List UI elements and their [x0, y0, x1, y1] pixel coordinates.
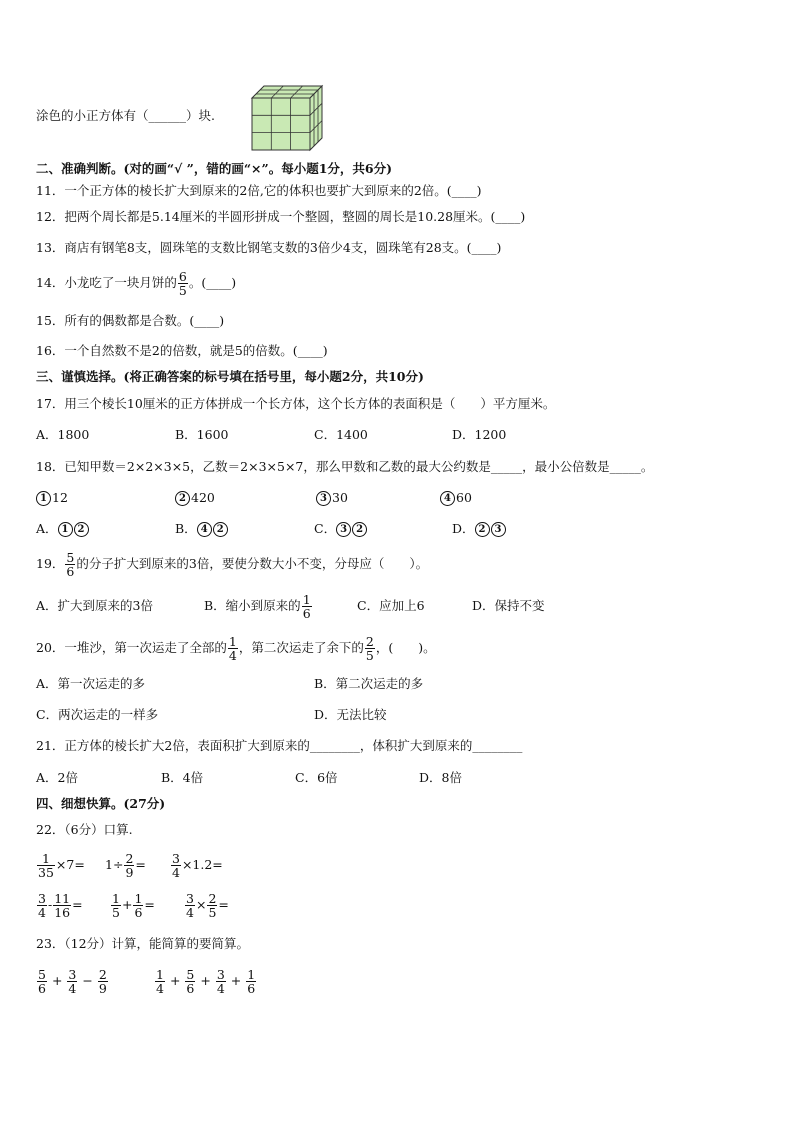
q18-item-1: 1 12 — [36, 490, 68, 506]
question-13: 13．商店有钢笔8支，圆珠笔的支数比钢笔支数的3倍少4支，圆珠笔有28支。(____) — [36, 240, 502, 255]
q19-option-a[interactable]: A．扩大到原来的3倍 — [36, 598, 153, 613]
fraction-1-4: $\frac{1}{4}$ — [228, 634, 237, 663]
q21-option-b[interactable]: B．4倍 — [161, 770, 204, 785]
q19-option-d[interactable]: D．保持不变 — [472, 598, 545, 613]
cube-answer-blank[interactable]: ______ — [148, 108, 187, 123]
q18-option-a[interactable]: A． 1 2 — [36, 521, 90, 537]
question-17: 17．用三个棱长10厘米的正方体拼成一个长方体，这个长方体的表面积是（ ）平方厘米。 — [36, 396, 556, 411]
oral-expr-3: $\frac{3}{4}$ ×1.2= — [172, 851, 223, 880]
q19-option-c[interactable]: C．应加上6 — [357, 598, 425, 613]
cube-figure — [250, 84, 328, 154]
question-11: 11．一个正方体的棱长扩大到原来的2倍,它的体积也要扩大到原来的2倍。(____) — [36, 183, 482, 198]
q17-option-b[interactable]: B．1600 — [175, 427, 229, 442]
q17-option-d[interactable]: D．1200 — [452, 427, 507, 442]
fraction-5-6: $\frac{5}{6}$ — [66, 550, 75, 579]
question-18: 18．已知甲数＝2×2×3×5，乙数＝2×3×5×7，那么甲数和乙数的最大公约数是_____，最小公倍数是_____。 — [36, 459, 654, 474]
fraction-6-5: $\frac{6}{5}$ — [178, 269, 187, 298]
q18-item-3: 3 30 — [316, 490, 348, 506]
fraction-2-5: $\frac{2}{5}$ — [365, 634, 374, 663]
cube-question — [36, 108, 215, 124]
cube-question-end: ）块. — [186, 108, 215, 123]
q18-item-2: 2 420 — [175, 490, 215, 506]
q20-option-a[interactable]: A．第一次运走的多 — [36, 676, 146, 691]
q18-option-c[interactable]: C． 3 2 — [314, 521, 368, 537]
oral-expr-1: $\frac{1}{35}$ ×7= — [38, 851, 85, 880]
question-12: 12．把两个周长都是5.14厘米的半圆形拼成一个整圆，整圆的周长是10.28厘米。(____) — [36, 209, 526, 224]
fraction-1-6: $\frac{1}{6}$ — [302, 592, 311, 621]
calc-expr-2: $\frac{1}{4}$ + $\frac{5}{6}$ + $\frac{3}{4}$ + $\frac{1}{6}$ — [156, 967, 256, 996]
q20-option-b[interactable]: B．第二次运走的多 — [314, 676, 424, 691]
q21-option-d[interactable]: D．8倍 — [419, 770, 462, 785]
question-16: 16．一个自然数不是2的倍数，就是5的倍数。(____) — [36, 343, 328, 358]
q18-option-d[interactable]: D． 2 3 — [452, 521, 507, 537]
oral-expr-4: $\frac{3}{4}$ - $\frac{11}{16}$ = — [38, 891, 83, 920]
question-14: 14．小龙吃了一块月饼的 $\frac{6}{5}$ 。(____) — [36, 269, 237, 298]
calc-expr-1: $\frac{5}{6}$ + $\frac{3}{4}$ − $\frac{2}{9}$ — [38, 967, 107, 996]
section-3-heading: 三、谨慎选择。(将正确答案的标号填在括号里，每小题2分，共10分) — [36, 369, 424, 384]
question-20: 20．一堆沙，第一次运走了全部的 $\frac{1}{4}$ ，第二次运走了余下的 $\frac{2}{5}$ ，( )。 — [36, 634, 436, 663]
q21-option-a[interactable]: A．2倍 — [36, 770, 78, 785]
q20-option-d[interactable]: D．无法比较 — [314, 707, 387, 722]
q20-option-c[interactable]: C．两次运走的一样多 — [36, 707, 159, 722]
q17-option-a[interactable]: A．1800 — [36, 427, 90, 442]
oral-expr-5: $\frac{1}{5}$ + $\frac{1}{6}$ = — [112, 891, 155, 920]
q18-item-4: 4 60 — [440, 490, 472, 506]
oral-expr-6: $\frac{3}{4}$ × $\frac{2}{5}$ = — [186, 891, 229, 920]
section-4-heading: 四、细想快算。(27分) — [36, 796, 166, 811]
q19-option-b[interactable]: B．缩小到原来的 $\frac{1}{6}$ — [204, 592, 311, 621]
question-15: 15．所有的偶数都是合数。(____) — [36, 313, 225, 328]
oral-expr-2: 1÷ $\frac{2}{9}$ = — [105, 851, 146, 880]
q17-option-c[interactable]: C．1400 — [314, 427, 368, 442]
cube-question-text: 涂色的小正方体有（ — [36, 108, 149, 123]
q18-option-b[interactable]: B． 4 2 — [175, 521, 229, 537]
section-2-heading: 二、准确判断。(对的画“√ ”，错的画“×”。每小题1分，共6分) — [36, 161, 393, 176]
question-23: 23．（12分）计算，能简算的要简算。 — [36, 936, 250, 951]
question-21: 21．正方体的棱长扩大2倍，表面积扩大到原来的________，体积扩大到原来的________ — [36, 738, 523, 753]
q21-option-c[interactable]: C．6倍 — [295, 770, 338, 785]
question-19: 19． $\frac{5}{6}$ 的分子扩大到原来的3倍，要使分数大小不变，分母应（ ）。 — [36, 550, 429, 579]
question-22: 22．（6分）口算. — [36, 822, 133, 837]
